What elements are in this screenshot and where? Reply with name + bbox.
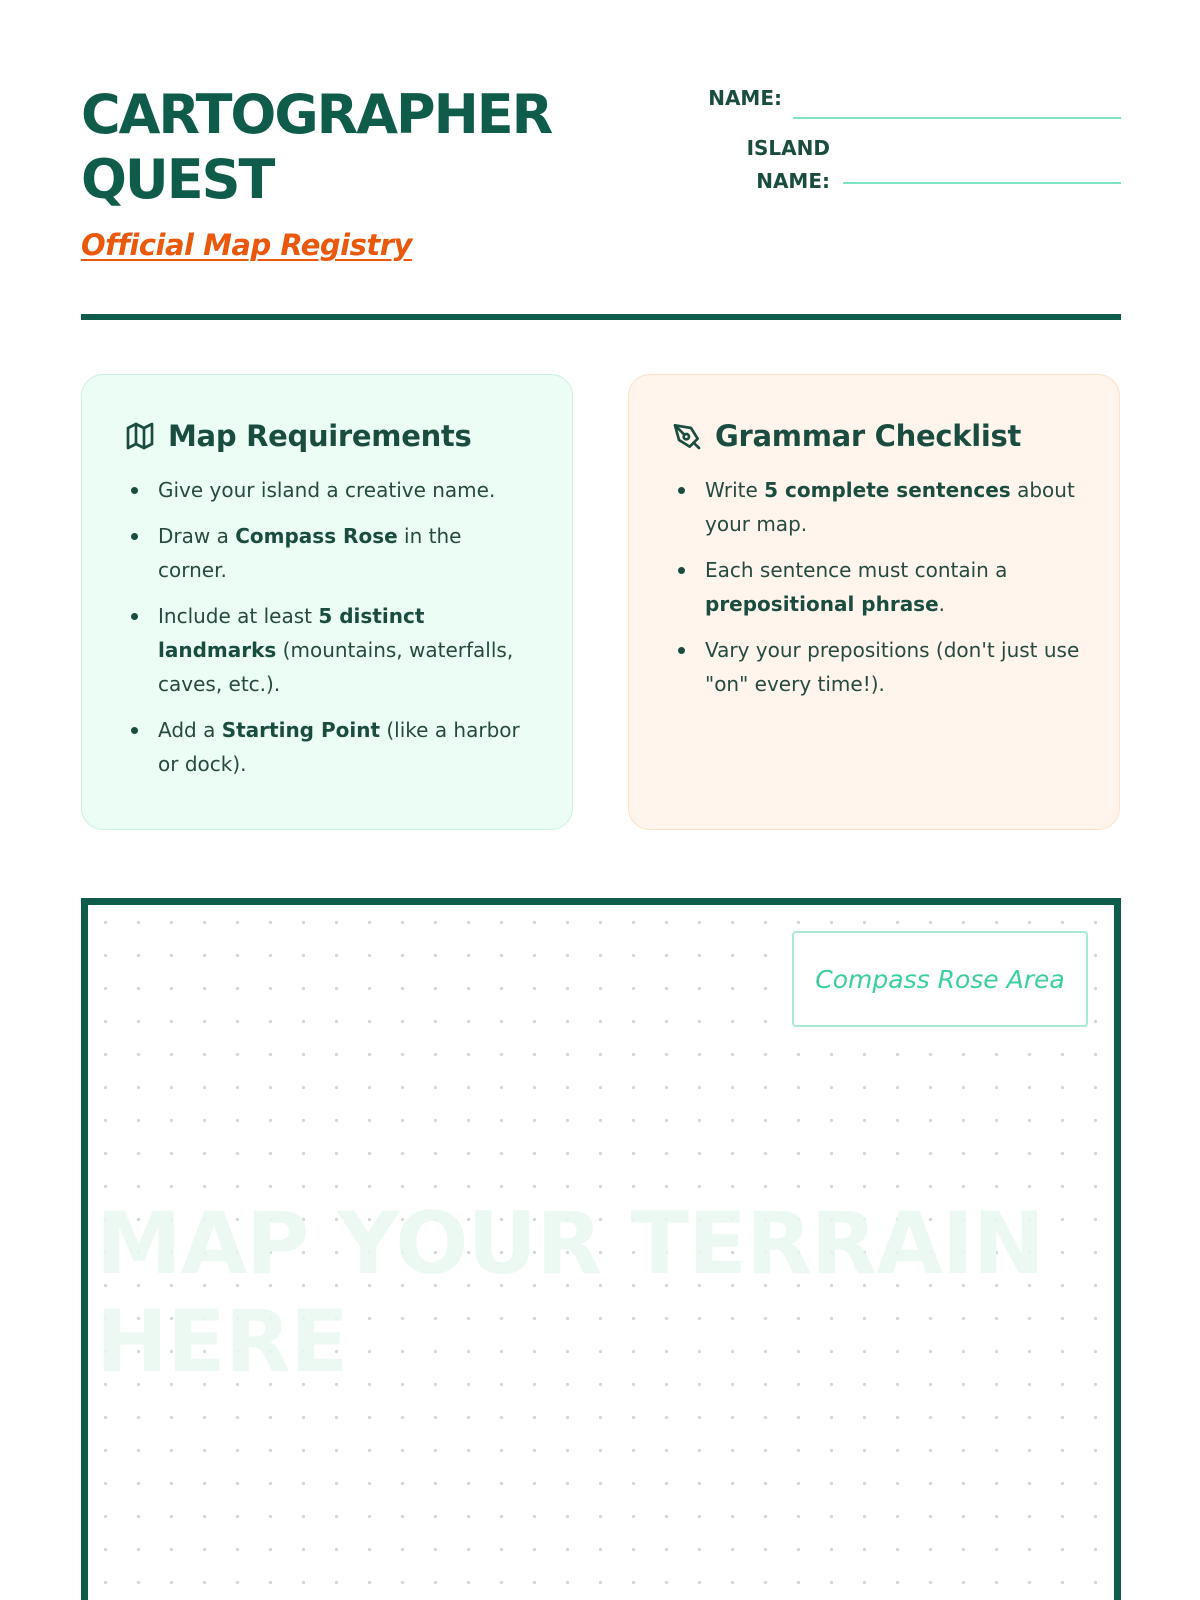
name-field-line[interactable] [793, 117, 1121, 119]
island-name-field-line[interactable] [843, 182, 1121, 184]
pen-nib-icon [671, 420, 703, 452]
page-subtitle: Official Map Registry [81, 228, 412, 262]
title-line-2: QUEST [81, 148, 274, 211]
map-watermark: MAP YOUR TERRAIN HERE [96, 1194, 1044, 1392]
header-divider [81, 314, 1121, 320]
island-name-field-label [700, 132, 830, 198]
map-requirements-card [81, 374, 573, 830]
list-item: Give your island a creative name. [158, 473, 536, 507]
compass-rose-area[interactable]: Compass Rose Area [792, 931, 1088, 1027]
list-item: Add a Starting Point (like a harbor or dock). [158, 713, 536, 781]
grammar-checklist-title: Grammar Checklist [715, 419, 1022, 453]
list-item: Write 5 complete sentences about your map. [705, 473, 1083, 541]
list-item: Each sentence must contain a prepositional phrase. [705, 553, 1083, 621]
island-label-line-1: ISLAND [746, 136, 830, 160]
map-requirements-list [124, 473, 536, 781]
grammar-checklist-list [671, 473, 1083, 701]
grammar-checklist-card [628, 374, 1120, 830]
list-item: Include at least 5 distinct landmarks (mountains, waterfalls, caves, etc.). [158, 599, 536, 701]
island-label-line-2: NAME: [756, 169, 830, 193]
name-field-label: NAME: [708, 86, 782, 110]
title-line-1: CARTOGRAPHER [81, 83, 552, 146]
map-icon [124, 420, 156, 452]
grammar-checklist-header [671, 419, 1083, 453]
map-requirements-title: Map Requirements [168, 419, 472, 453]
map-drawing-area[interactable] [81, 898, 1121, 1600]
page-title [81, 82, 641, 212]
list-item: Draw a Compass Rose in the corner. [158, 519, 536, 587]
list-item: Vary your prepositions (don't just use "on" every time!). [705, 633, 1083, 701]
map-requirements-header [124, 419, 536, 453]
